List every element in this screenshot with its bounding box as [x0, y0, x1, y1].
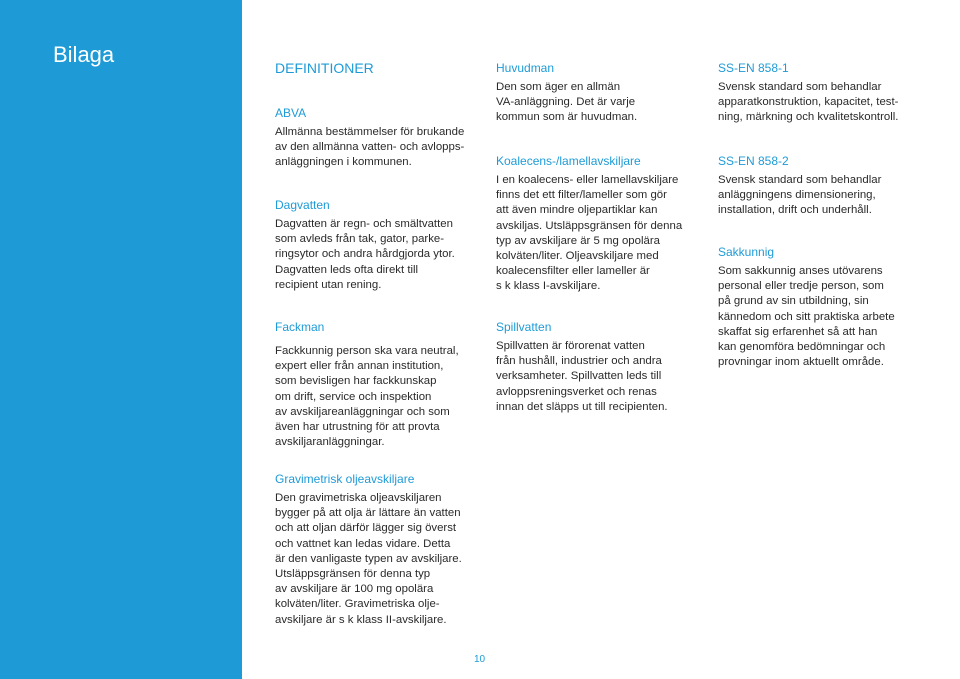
- term-text: Den gravimetriska oljeavskiljaren bygger på att olja är lättare än vatten och att oljan därför lägger sig överst och vattnet kan ledas vidare. Detta är den vanligaste typen av avskiljare. Utsläppsgränsen för denna typ av avskiljare är 100 mg opolära kolväten/liter. Gravimetriska olje- avskiljare är s k klass II-avskiljare.: [275, 492, 462, 626]
- definition-huvudman: [496, 61, 696, 126]
- term-heading: ABVA: [275, 106, 307, 120]
- term-heading: Huvudman: [496, 61, 555, 75]
- definition-spillvatten: [496, 320, 696, 415]
- page-number: 10: [474, 654, 486, 665]
- chapter-title: Bilaga: [53, 42, 115, 67]
- definition-gravimetrisk: [275, 472, 485, 628]
- term-heading: SS-EN 858-1: [718, 61, 789, 75]
- term-heading: Spillvatten: [496, 320, 552, 334]
- definition-fackman: [275, 320, 475, 450]
- term-text: Allmänna bestämmelser för brukande av den allmänna vatten- och avlopps- anläggningen i kommunen.: [275, 126, 465, 169]
- term-text: Den som äger en allmän VA-anläggning. Det är varje kommun som är huvudman.: [496, 81, 638, 124]
- term-text: Dagvatten är regn- och smältvatten som avleds från tak, gator, parke- ringsytor och andra hårdgjorda ytor. Dagvatten leds ofta direkt till recipient utan rening.: [275, 218, 455, 291]
- sidebar-band: [0, 0, 242, 679]
- definition-koalecens: [496, 154, 696, 295]
- definition-sakkunnig: [718, 245, 928, 370]
- term-text: Svensk standard som behandlar anläggningens dimensionering, installation, drift och underhåll.: [718, 174, 882, 217]
- term-text: Som sakkunnig anses utövarens personal eller tredje person, som på grund av sin utbildning, sin kännedom och sitt praktiska arbete skaffat sig erfarenhet så att han kan genomföra bedömningar och provningar inom aktuellt område.: [718, 265, 895, 369]
- term-text: Svensk standard som behandlar apparatkonstruktion, kapacitet, test- ning, märkning och kvalitetskontroll.: [718, 81, 899, 124]
- term-heading: Sakkunnig: [718, 245, 775, 259]
- term-heading: Fackman: [275, 320, 325, 334]
- term-heading: Dagvatten: [275, 198, 330, 212]
- term-heading: Gravimetrisk oljeavskiljare: [275, 472, 415, 486]
- term-heading: Koalecens-/lamellavskiljare: [496, 154, 641, 168]
- definition-ss-en-858-2: [718, 154, 928, 219]
- definition-ss-en-858-1: [718, 61, 928, 126]
- term-text: I en koalecens- eller lamellavskiljare finns det ett filter/lameller som gör att även mindre oljepartiklar kan avskiljas. Utsläppsgränsen för denna typ av avskiljare är 5 mg opolära kolväten/liter. Oljeavskiljare med koalecensfilter eller lameller är s k klass I-avskiljare.: [496, 174, 683, 293]
- definition-abva: [275, 106, 475, 171]
- definition-dagvatten: [275, 198, 475, 293]
- term-heading: SS-EN 858-2: [718, 154, 789, 168]
- section-title: DEFINITIONER: [275, 60, 374, 76]
- term-text: Spillvatten är förorenat vatten från hushåll, industrier och andra verksamheter. Spillvatten leds till avloppsreningsverket och renas innan det släpps ut till recipienten.: [496, 340, 668, 413]
- term-text: Fackkunnig person ska vara neutral, expert eller från annan institution, som bevisligen har fackkunskap om drift, service och inspektion av avskiljareanläggningar och som även har utrustning för att provta avskiljaranläggningar.: [275, 345, 459, 449]
